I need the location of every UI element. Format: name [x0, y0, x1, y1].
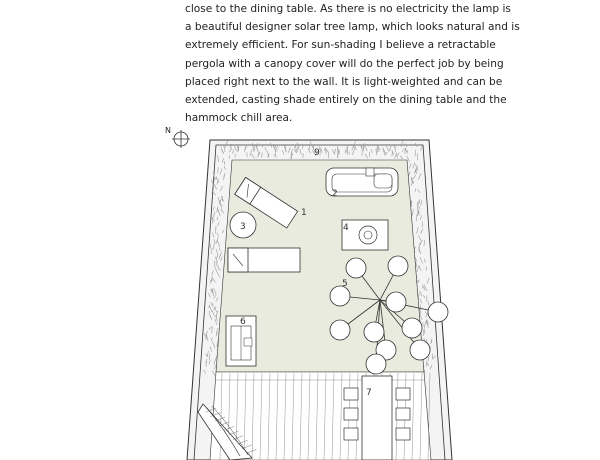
label-3: 3: [240, 222, 246, 232]
paragraph-line: pergola with a canopy cover will do the perfect job by being: [185, 57, 504, 70]
label-2: 2: [332, 189, 338, 199]
label-6: 6: [240, 317, 246, 327]
label-7: 7: [366, 388, 372, 398]
label-9: 9: [314, 148, 320, 158]
paragraph-line: extended, casting shade entirely on the dining table and the: [185, 94, 507, 107]
sun-lounger-2: [228, 248, 300, 272]
label-5: 5: [342, 279, 348, 289]
paragraph-line: hammock chill area.: [185, 112, 293, 125]
north-label: N: [165, 126, 171, 135]
fire-pit-4: [342, 220, 388, 250]
paragraph-line: extremely efficient. For sun-shading I believe a retractable: [185, 39, 496, 52]
north-arrow-icon: [165, 126, 190, 148]
label-4: 4: [343, 223, 349, 233]
label-1: 1: [301, 208, 307, 218]
paragraph-line: placed right next to the wall. It is light-weighted and can be: [185, 75, 503, 88]
paragraph-line: a beautiful designer solar tree lamp, which looks natural and is: [185, 21, 520, 34]
paragraph-line: close to the dining table. As there is no electricity the lamp is: [185, 3, 511, 15]
